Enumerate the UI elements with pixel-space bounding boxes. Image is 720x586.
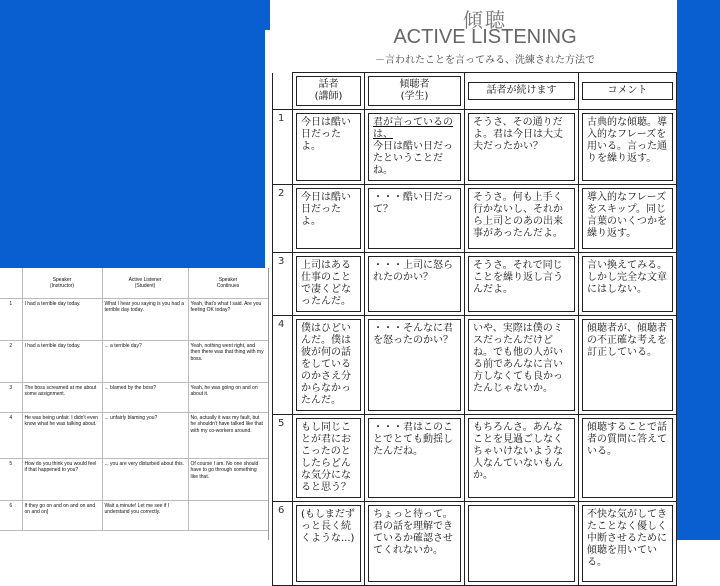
column-header-speaker: Speaker (Instructor) — [22, 268, 102, 299]
speaker-cell: (もしまだずっと長く続くような...) — [293, 502, 365, 586]
table-row — [273, 502, 677, 586]
continues-cell: Of course I am. No one should have to go through something like that. — [188, 459, 268, 501]
listener-cell: ・・・そんなに君を怒ったのかい？ — [365, 316, 465, 415]
comment-cell: 傾聴者が、傾聴者の不正確な考えを訂正している。 — [579, 316, 677, 415]
row-number: 5 — [0, 459, 22, 501]
listener-cell: What I hear you saying is you had a terrible day today. — [102, 299, 188, 341]
comment-cell: 傾聴することで話者の質問に答えている。 — [579, 415, 677, 502]
continues-cell: そうさ。何も上手く行かないし、それから上司とのあの出来事があったんだよ。 — [465, 185, 579, 253]
table-row — [273, 185, 677, 253]
listener-cell: ... unfairly blaming you? — [102, 413, 188, 459]
comment-cell: 不快な気がしてきたことなく優しく中断させるために傾聴を用いている。 — [579, 502, 677, 586]
table-row — [273, 253, 677, 316]
japanese-dialogue-table — [272, 72, 677, 586]
page-title-english: ACTIVE LISTENING — [393, 26, 577, 48]
listener-cell: 君が言っているのは、 今日は酷い日だったということだね。 — [365, 110, 465, 185]
row-number: 2 — [273, 185, 293, 253]
speaker-cell: If they go on and on and on and on and on] — [22, 501, 102, 531]
table-row — [273, 110, 677, 185]
listener-cell: ... a terrible day? — [102, 341, 188, 383]
number-header — [273, 73, 293, 110]
continues-cell — [465, 502, 579, 586]
english-table-panel — [0, 268, 269, 540]
column-header-speaker: 話者 (講師) — [293, 73, 365, 110]
speaker-cell: もし同じことが君におこったのとしたらどんな気分になると思う？ — [293, 415, 365, 502]
table-row — [0, 383, 268, 413]
table-row — [0, 459, 268, 501]
listener-cell: ・・・酷い日だって？ — [365, 185, 465, 253]
continues-cell: Yeah, he was going on and on about it. — [188, 383, 268, 413]
row-number: 6 — [273, 502, 293, 586]
english-dialogue-table — [0, 268, 269, 531]
column-header-continues: Speaker Continues — [188, 268, 268, 299]
speaker-cell: 今日は酷い日だったよ。 — [293, 110, 365, 185]
slide-background-left — [0, 0, 265, 270]
comment-cell: 導入的なフレーズをスキップ。同じ言葉のいくつかを繰り返す。 — [579, 185, 677, 253]
row-number: 1 — [0, 299, 22, 341]
listener-cell: ... blamed by the boss? — [102, 383, 188, 413]
continues-cell: No, actually it was my fault, but he shouldn't have talked like that with my co-workers around. — [188, 413, 268, 459]
column-header-listener: 傾聴者 (学生) — [365, 73, 465, 110]
continues-cell: いや、実際は僕のミスだったんだけどね。でも他の人がいる前であんなに言い方しなくても良かったんじゃないか。 — [465, 316, 579, 415]
row-number: 3 — [0, 383, 22, 413]
speaker-cell: 上司はある仕事のことで凄くどなったんだ。 — [293, 253, 365, 316]
row-number: 1 — [273, 110, 293, 185]
table-row — [0, 501, 268, 531]
row-number: 3 — [273, 253, 293, 316]
continues-cell: そうさ。それで同じことを繰り返し言うんだよ。 — [465, 253, 579, 316]
speaker-cell: How do you think you would feel if that happened to you? — [22, 459, 102, 501]
row-number: 4 — [0, 413, 22, 459]
speaker-cell: I had a terrible day today. — [22, 341, 102, 383]
listener-cell: ちょっと待って。君の話を理解できているか確認させてくれないか。 — [365, 502, 465, 586]
row-number: 2 — [0, 341, 22, 383]
comment-cell: 言い換えてみる。しかし完全な文章にはしない。 — [579, 253, 677, 316]
speaker-cell: 僕はひどいんだ。僕は彼が何の話をしているのかさえ分からなかったんだ。 — [293, 316, 365, 415]
table-row — [0, 341, 268, 383]
speaker-cell: The boss screamed at me about some assignment. — [22, 383, 102, 413]
table-row — [0, 299, 268, 341]
continues-cell: Yeah, nothing went right, and then there was that thing with my boss. — [188, 341, 268, 383]
continues-cell — [188, 501, 268, 531]
table-row — [273, 316, 677, 415]
slide-background-right — [677, 0, 720, 540]
comment-cell: 古典的な傾聴。導入的なフレーズを用いる。言った通りを繰り返す。 — [579, 110, 677, 185]
row-number: 6 — [0, 501, 22, 531]
speaker-cell: 今日は酷い日だったよ。 — [293, 185, 365, 253]
number-header — [0, 268, 22, 299]
column-header-continues: 話者が続けます — [465, 73, 579, 110]
listener-cell: ・・・君はこのことでとても動揺したんだね。 — [365, 415, 465, 502]
table-header-row — [273, 73, 677, 110]
continues-cell: そうさ、その通りだよ。君は今日は大丈夫だったかい？ — [465, 110, 579, 185]
page-subtitle: －言われたことを言ってみる、洗練された方法で — [375, 55, 595, 66]
continues-cell: Yeah, that's what I said. Are you feeling OK today? — [188, 299, 268, 341]
page-title-japanese: 傾聴 — [463, 8, 507, 32]
row-number: 4 — [273, 316, 293, 415]
column-header-listener: Active Listener (Student) — [102, 268, 188, 299]
listener-intro-phrase: 君が言っているのは、 — [373, 117, 453, 140]
speaker-cell: I had a terrible day today. — [22, 299, 102, 341]
listener-cell: Wait a minute! Let me see if I understand you correctly. — [102, 501, 188, 531]
column-header-comment: コメント — [579, 73, 677, 110]
listener-cell: ・・・上司に怒られたのかい？ — [365, 253, 465, 316]
table-row — [0, 413, 268, 459]
row-number: 5 — [273, 415, 293, 502]
table-header-row — [0, 268, 268, 299]
table-row — [273, 415, 677, 502]
listener-cell: ... you are very disturbed about this. — [102, 459, 188, 501]
speaker-cell: He was being unfair. I didn't even know what he was talking about. — [22, 413, 102, 459]
continues-cell: もちろんさ。あんなことを見過ごしなくちゃいけないような人なんていないもんか。 — [465, 415, 579, 502]
